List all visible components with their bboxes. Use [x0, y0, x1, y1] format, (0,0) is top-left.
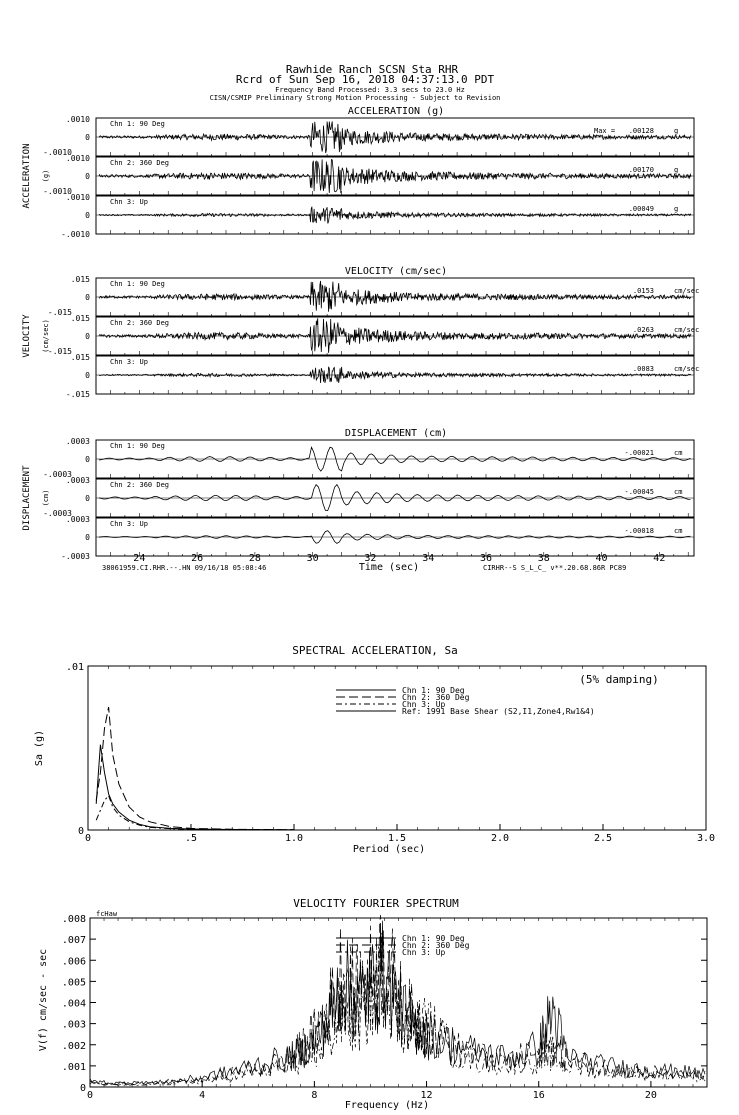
x-tick-label: 0 — [86, 1090, 94, 1101]
channel-zero-tick: 0 — [85, 133, 90, 142]
time-tick-label: 40 — [595, 553, 608, 564]
channel-zero-tick: 0 — [85, 332, 90, 341]
peak-value: .00049 — [628, 205, 654, 213]
legend-label: Chn 1: 90 Deg — [402, 934, 465, 943]
x-tick-label: 0 — [84, 833, 92, 844]
peak-value: .0263 — [632, 326, 654, 334]
channel-label: Chn 2: 360 Deg — [110, 159, 170, 167]
channel-label: Chn 1: 90 Deg — [110, 120, 165, 128]
time-tick-label: 36 — [479, 553, 493, 564]
channel-top-tick: .0010 — [65, 193, 90, 202]
channel-bottom-tick: -.015 — [47, 308, 72, 317]
channel-zero-tick: 0 — [85, 455, 90, 464]
spectral-acceleration-chart — [66, 662, 715, 844]
y-tick-label: .008 — [61, 914, 86, 925]
peak-value: -.00021 — [624, 449, 654, 457]
sa-y-axis-label: Sa (g) — [34, 729, 45, 767]
channel-zero-tick: 0 — [85, 371, 90, 380]
time-tick-label: 26 — [191, 553, 204, 564]
channel-bottom-tick: -.0010 — [43, 187, 72, 196]
peak-unit: g — [674, 166, 679, 174]
peak-value: -.00018 — [624, 527, 654, 535]
channel-top-tick: .015 — [70, 353, 90, 362]
channel-label: Chn 1: 90 Deg — [110, 280, 165, 288]
panel-title: ACCELERATION (g) — [347, 106, 445, 117]
y-tick-label: .005 — [61, 977, 86, 989]
y-tick-label: 0 — [77, 826, 84, 837]
time-axis-label: Time (sec) — [358, 562, 420, 573]
fs-title: VELOCITY FOURIER SPECTRUM — [293, 897, 459, 910]
peak-value: .00170 — [628, 166, 654, 174]
x-tick-label: 16 — [532, 1090, 545, 1101]
time-tick-label: 34 — [422, 553, 435, 564]
panel-unit-label: (g) — [42, 169, 50, 183]
y-tick-label: .001 — [61, 1061, 86, 1073]
time-tick-label: 28 — [248, 553, 261, 564]
x-tick-label: 1.5 — [387, 833, 407, 844]
channel-top-tick: .0010 — [65, 115, 90, 124]
time-tick-label: 30 — [306, 553, 319, 564]
waveform-trace — [99, 281, 691, 312]
y-tick-label: .003 — [61, 1019, 86, 1031]
panel-side-label: DISPLACEMENT — [22, 465, 32, 531]
peak-value: .00128 — [628, 127, 654, 135]
seismogram-panel-1 — [22, 266, 699, 399]
y-tick-label: .004 — [61, 998, 86, 1010]
waveform-trace — [99, 485, 691, 511]
x-tick-label: .5 — [184, 833, 198, 844]
peak-unit: g — [674, 127, 679, 135]
fs-x-axis-label: Frequency (Hz) — [344, 1100, 430, 1111]
x-tick-label: 2.0 — [490, 833, 510, 844]
legend-label: Chn 2: 360 Deg — [402, 693, 470, 702]
legend-label: Chn 3: Up — [402, 700, 446, 709]
legend-label: Chn 1: 90 Deg — [402, 686, 465, 695]
channel-zero-tick: 0 — [85, 211, 90, 220]
peak-value: .0083 — [632, 365, 654, 373]
seismogram-panel-0 — [22, 106, 694, 239]
processing-note: CISN/CSMIP Preliminary Strong Motion Processing - Subject to Revision — [209, 94, 501, 102]
plot-frame — [88, 666, 706, 830]
series-line — [96, 745, 294, 830]
panel-bottom-tick: -.0003 — [61, 552, 90, 561]
record-time: Rcrd of Sun Sep 16, 2018 04:37:13.0 PDT — [235, 73, 495, 86]
time-tick-label: 32 — [364, 553, 377, 564]
x-tick-label: 2.5 — [593, 833, 613, 844]
fs-y-axis-label: V(f) cm/sec - sec — [38, 948, 49, 1052]
peak-unit: cm/sec — [674, 326, 700, 334]
x-tick-label: 12 — [420, 1090, 433, 1101]
channel-zero-tick: 0 — [85, 172, 90, 181]
channel-bottom-tick: -.0003 — [43, 470, 72, 479]
peak-value: -.00045 — [624, 488, 654, 496]
channel-zero-tick: 0 — [85, 293, 90, 302]
panel-title: VELOCITY (cm/sec) — [344, 266, 448, 277]
x-tick-label: 4 — [199, 1090, 206, 1101]
time-tick-label: 42 — [653, 553, 666, 564]
channel-bottom-tick: -.0003 — [43, 509, 72, 518]
legend-label: Chn 2: 360 Deg — [402, 941, 470, 950]
peak-value: .0153 — [632, 287, 654, 295]
channel-label: Chn 3: Up — [110, 358, 148, 366]
x-tick-label: 1.0 — [284, 833, 304, 844]
time-tick-label: 38 — [537, 553, 550, 564]
panel-bottom-tick: -.0010 — [61, 230, 90, 239]
panel-unit-label: (cm/sec) — [42, 319, 50, 353]
channel-bottom-tick: -.015 — [47, 347, 72, 356]
velocity-fourier-spectrum-chart — [62, 914, 707, 1101]
channel-label: Chn 3: Up — [110, 520, 148, 528]
panel-side-label: ACCELERATION — [22, 143, 32, 209]
peak-unit: cm/sec — [674, 287, 700, 295]
peak-unit: cm/sec — [674, 365, 700, 373]
channel-bottom-tick: -.0010 — [43, 148, 72, 157]
y-tick-label: .007 — [61, 935, 86, 947]
time-tick-label: 24 — [133, 553, 146, 564]
y-tick-label: .01 — [65, 662, 84, 673]
channel-top-tick: .0003 — [65, 515, 90, 524]
y-tick-label: .002 — [61, 1040, 86, 1052]
seismogram-panel-2 — [22, 428, 694, 561]
panel-bottom-tick: -.015 — [65, 390, 90, 399]
channel-top-tick: .0003 — [65, 476, 90, 485]
sa-damping-annotation: (5% damping) — [579, 673, 659, 686]
channel-zero-tick: 0 — [85, 533, 90, 542]
peak-unit: g — [674, 205, 679, 213]
channel-zero-tick: 0 — [85, 494, 90, 503]
peak-unit: cm — [674, 449, 683, 457]
legend-label: Ref: 1991 Base Shear (S2,I1,Zone4,Rw1&4) — [402, 707, 595, 716]
y-tick-label: 0 — [79, 1083, 86, 1094]
panel-side-label: VELOCITY — [22, 314, 32, 358]
peak-unit: cm — [674, 488, 683, 496]
channel-label: Chn 1: 90 Deg — [110, 442, 165, 450]
legend-label: Chn 3: Up — [402, 948, 446, 957]
channel-label: Chn 2: 360 Deg — [110, 481, 170, 489]
panel-unit-label: (cm) — [42, 489, 50, 507]
peak-unit: cm — [674, 527, 683, 535]
processing-code-footer: CIRHR--S S_L_C_ v**.20.68.86R PC89 — [483, 564, 627, 572]
sa-x-axis-label: Period (sec) — [352, 844, 426, 855]
x-tick-label: 20 — [644, 1090, 657, 1101]
panel-title: DISPLACEMENT (cm) — [344, 428, 448, 439]
x-tick-label: 8 — [311, 1090, 318, 1101]
record-id-footer: 38061959.CI.RHR.--.HN 09/16/18 05:08:46 — [102, 564, 267, 572]
plot-frame — [90, 918, 707, 1087]
channel-label: Chn 2: 360 Deg — [110, 319, 170, 327]
series-line — [90, 915, 705, 1085]
channel-top-tick: .0010 — [65, 154, 90, 163]
peak-prefix: Max = — [594, 127, 616, 135]
station-title: Rawhide Ranch SCSN Sta RHR — [285, 63, 459, 76]
channel-top-tick: .015 — [70, 275, 90, 284]
channel-top-tick: .0003 — [65, 437, 90, 446]
x-tick-label: 3.0 — [696, 833, 716, 844]
channel-label: Chn 3: Up — [110, 198, 148, 206]
seismogram-panels — [22, 106, 699, 561]
y-tick-label: .006 — [61, 956, 86, 968]
fs-corner-label: fcHaw — [96, 910, 118, 918]
sa-title: SPECTRAL ACCELERATION, Sa — [292, 644, 458, 657]
channel-top-tick: .015 — [70, 314, 90, 323]
waveform-trace — [99, 318, 691, 353]
series-line — [96, 707, 294, 830]
frequency-band: Frequency Band Processed: 3.3 secs to 23.0 Hz — [275, 86, 465, 94]
